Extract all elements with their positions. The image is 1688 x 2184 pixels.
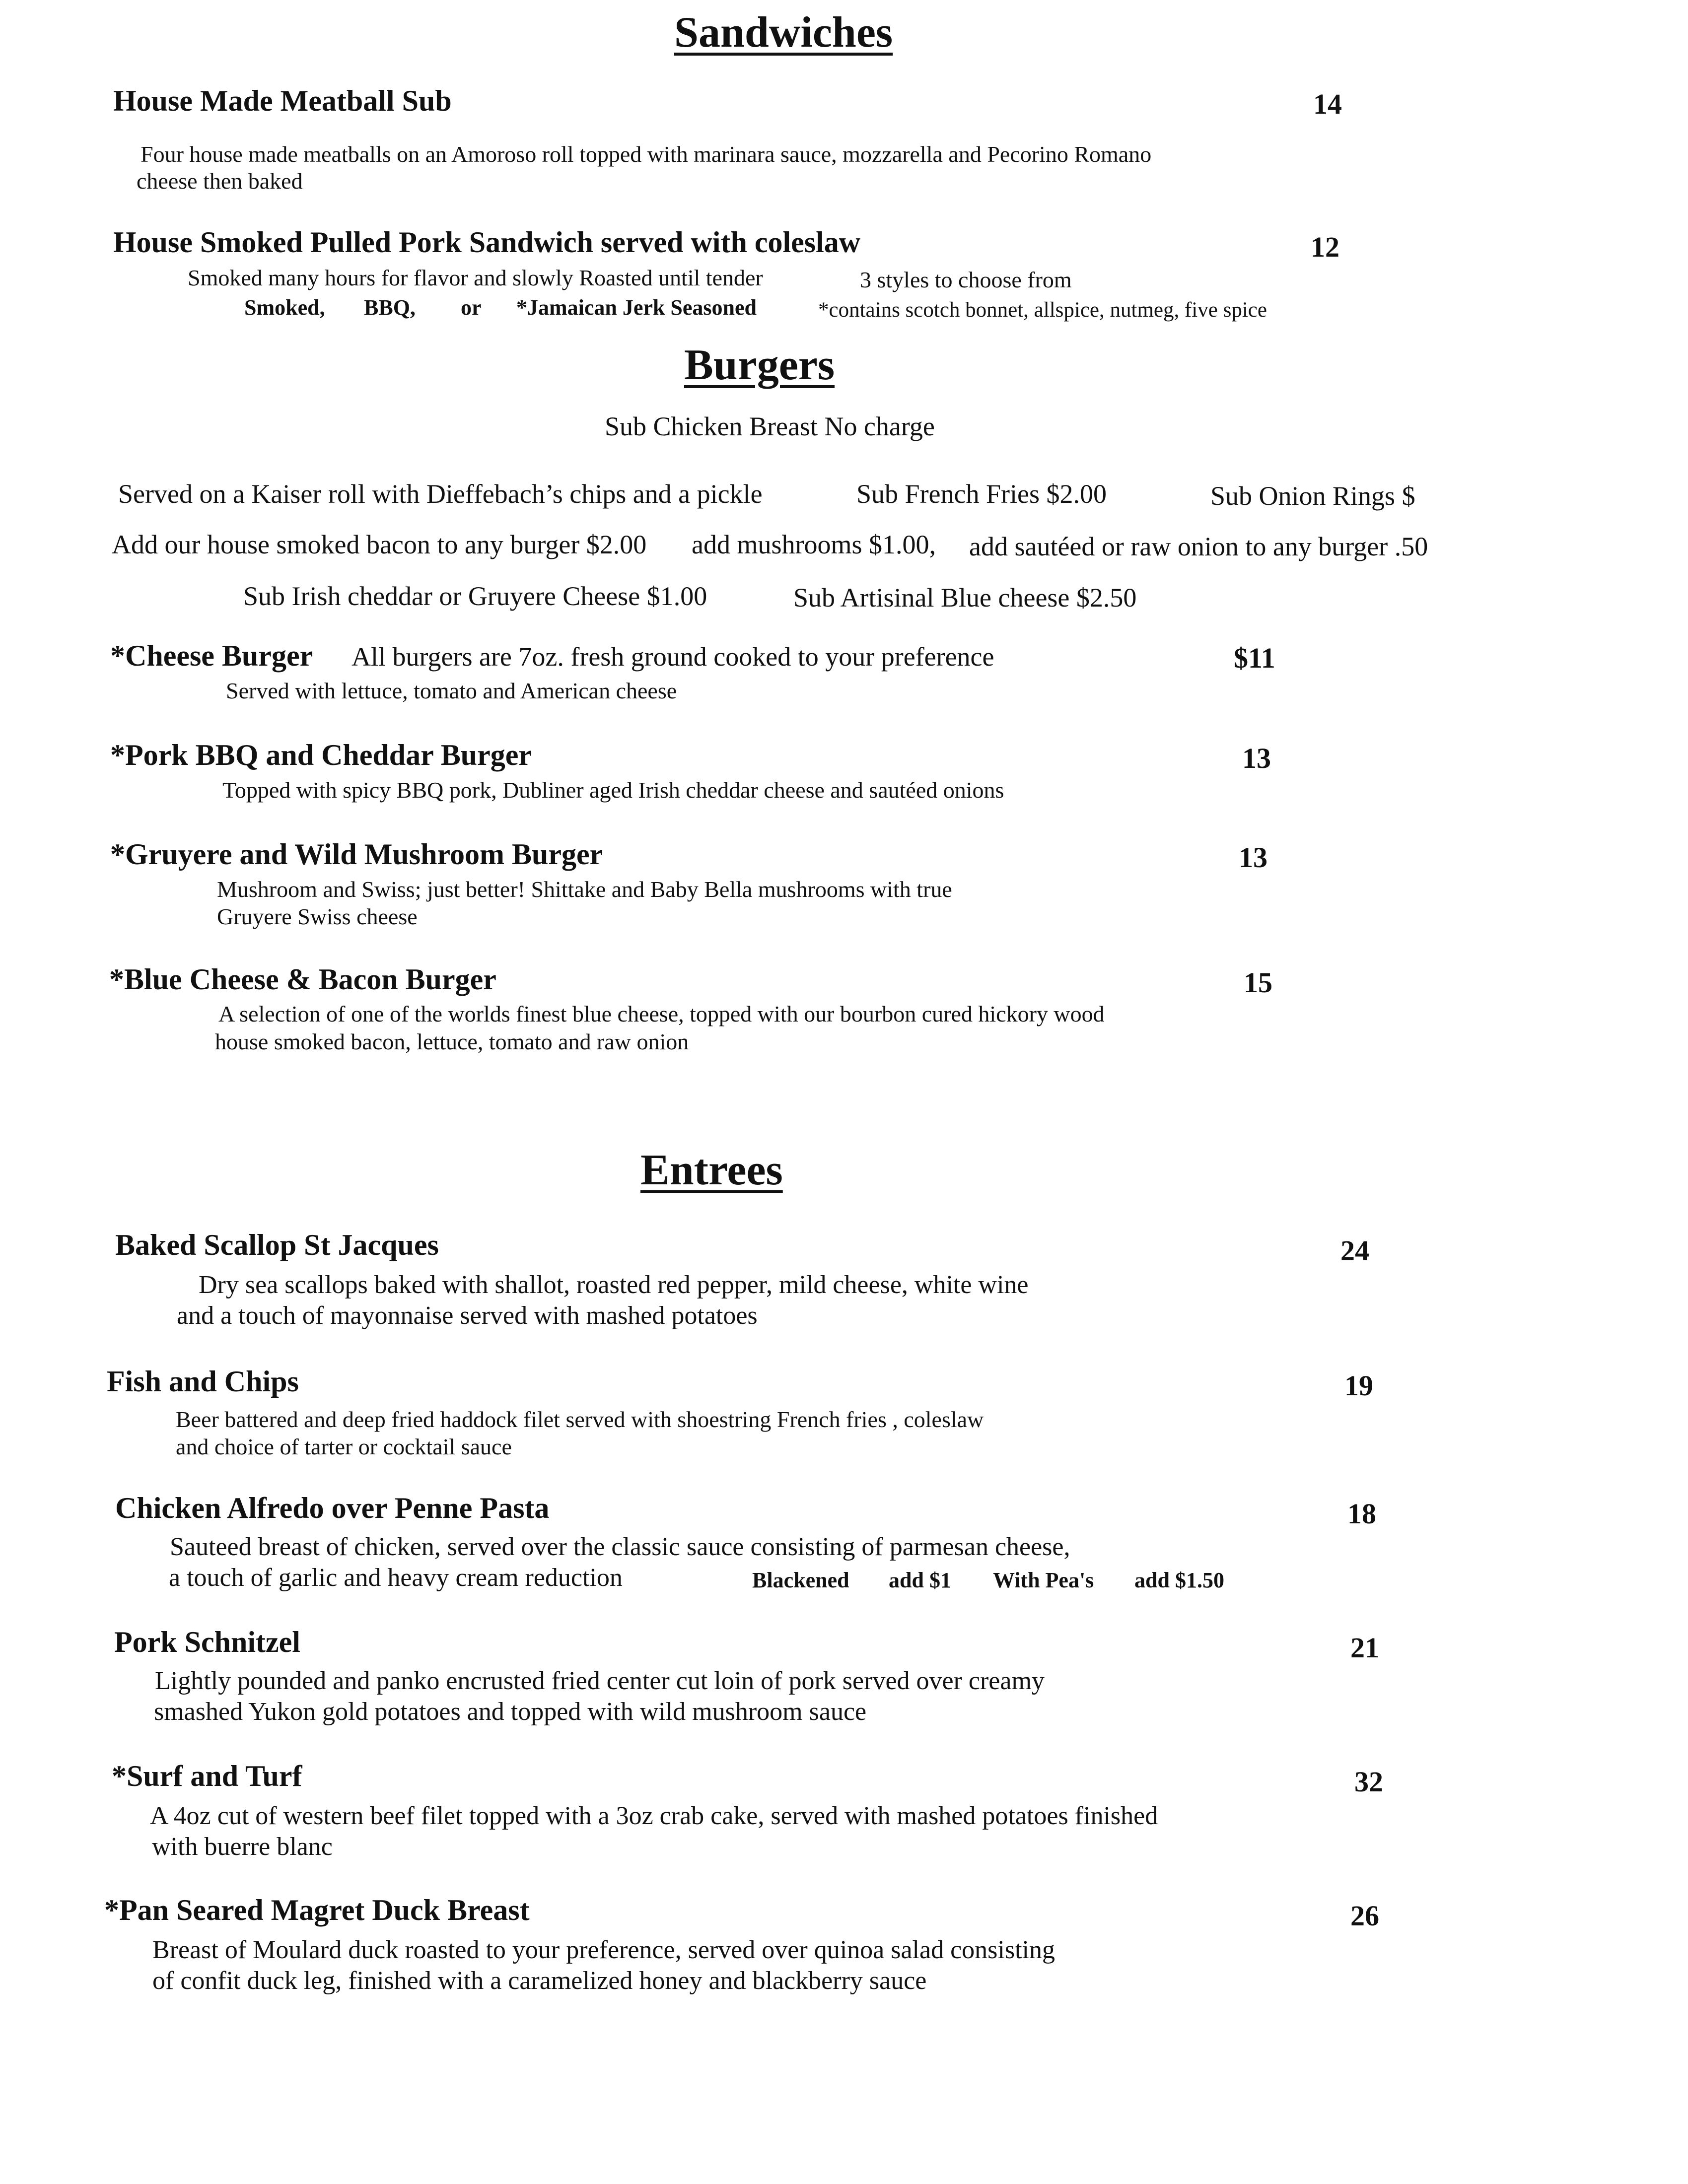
fish-chips-desc-1: Beer battered and deep fried haddock filet served with shoestring French fries , coleslaw bbox=[176, 1407, 984, 1432]
entrees-heading: Entrees bbox=[640, 1146, 783, 1194]
pork-schnitzel-desc-1: Lightly pounded and panko encrusted fried center cut loin of pork served over creamy bbox=[155, 1667, 1045, 1695]
surf-turf-desc-1: A 4oz cut of western beef filet topped with a 3oz crab cake, served with mashed potatoes finished bbox=[150, 1802, 1158, 1830]
sub-chicken-note: Sub Chicken Breast No charge bbox=[605, 411, 935, 441]
served-on-note: Served on a Kaiser roll with Dieffebach’s chips and a pickle bbox=[118, 479, 763, 509]
pulled-pork-desc: Smoked many hours for flavor and slowly Roasted until tender bbox=[188, 265, 763, 290]
burgers-heading: Burgers bbox=[684, 341, 835, 389]
option-peas: With Pea's bbox=[993, 1568, 1094, 1592]
sandwiches-heading: Sandwiches bbox=[674, 8, 893, 57]
pork-schnitzel-desc-2: smashed Yukon gold potatoes and topped with wild mushroom sauce bbox=[154, 1698, 867, 1726]
style-or: or bbox=[461, 295, 482, 320]
surf-turf-desc-2: with buerre blanc bbox=[152, 1833, 333, 1861]
scallop-name: Baked Scallop St Jacques bbox=[115, 1228, 439, 1261]
style-bbq: BBQ, bbox=[364, 295, 416, 320]
blue-cheese-burger-desc-1: A selection of one of the worlds finest blue cheese, topped with our bourbon cured hickory wood bbox=[218, 1001, 1105, 1026]
chicken-alfredo-name: Chicken Alfredo over Penne Pasta bbox=[115, 1492, 550, 1524]
chicken-alfredo-desc-2: a touch of garlic and heavy cream reduction bbox=[169, 1564, 623, 1592]
duck-breast-price: 26 bbox=[1350, 1900, 1379, 1932]
fish-chips-name: Fish and Chips bbox=[107, 1365, 299, 1398]
surf-turf-name: *Surf and Turf bbox=[112, 1760, 302, 1792]
fish-chips-desc-2: and choice of tarter or cocktail sauce bbox=[176, 1434, 512, 1459]
jerk-spice-note: *contains scotch bonnet, allspice, nutmeg, five spice bbox=[818, 298, 1267, 322]
pork-bbq-burger-price: 13 bbox=[1242, 742, 1271, 774]
duck-breast-name: *Pan Seared Magret Duck Breast bbox=[104, 1894, 530, 1926]
pork-bbq-burger-name: *Pork BBQ and Cheddar Burger bbox=[110, 739, 532, 771]
scallop-desc-2: and a touch of mayonnaise served with mashed potatoes bbox=[177, 1301, 758, 1330]
gruyere-burger-desc-2: Gruyere Swiss cheese bbox=[217, 904, 418, 929]
option-peas-price: add $1.50 bbox=[1134, 1568, 1224, 1592]
surf-turf-price: 32 bbox=[1354, 1766, 1383, 1798]
chicken-alfredo-price: 18 bbox=[1347, 1498, 1376, 1530]
meatball-sub-name: House Made Meatball Sub bbox=[113, 84, 452, 117]
meatball-sub-desc-2: cheese then baked bbox=[137, 168, 303, 194]
option-blackened: Blackened bbox=[752, 1568, 849, 1592]
add-onion-note: add sautéed or raw onion to any burger .50 bbox=[969, 532, 1428, 561]
gruyere-burger-name: *Gruyere and Wild Mushroom Burger bbox=[110, 838, 603, 871]
chicken-alfredo-desc-1: Sauteed breast of chicken, served over the classic sauce consisting of parmesan cheese, bbox=[170, 1533, 1070, 1561]
option-blackened-price: add $1 bbox=[889, 1568, 951, 1592]
blue-cheese-burger-desc-2: house smoked bacon, lettuce, tomato and raw onion bbox=[215, 1029, 689, 1054]
duck-breast-desc-1: Breast of Moulard duck roasted to your preference, served over quinoa salad consisting bbox=[152, 1936, 1055, 1964]
sub-onion-rings-note: Sub Onion Rings $ bbox=[1210, 481, 1415, 511]
pulled-pork-styles-intro: 3 styles to choose from bbox=[860, 267, 1072, 292]
pork-schnitzel-price: 21 bbox=[1350, 1632, 1379, 1664]
sub-fries-note: Sub French Fries $2.00 bbox=[856, 479, 1107, 509]
fish-chips-price: 19 bbox=[1344, 1369, 1373, 1402]
pork-bbq-burger-desc: Topped with spicy BBQ pork, Dubliner aged Irish cheddar cheese and sautéed onions bbox=[222, 777, 1004, 803]
burger-size-note: All burgers are 7oz. fresh ground cooked to your preference bbox=[352, 642, 994, 672]
meatball-sub-desc-1: Four house made meatballs on an Amoroso roll topped with marinara sauce, mozzarella and Pecorino Romano bbox=[141, 141, 1152, 167]
sub-blue-note: Sub Artisinal Blue cheese $2.50 bbox=[793, 583, 1137, 613]
gruyere-burger-desc-1: Mushroom and Swiss; just better! Shittake and Baby Bella mushrooms with true bbox=[217, 877, 952, 902]
meatball-sub-price: 14 bbox=[1313, 88, 1342, 120]
duck-breast-desc-2: of confit duck leg, finished with a caramelized honey and blackberry sauce bbox=[152, 1967, 927, 1995]
blue-cheese-burger-name: *Blue Cheese & Bacon Burger bbox=[109, 963, 496, 996]
gruyere-burger-price: 13 bbox=[1239, 841, 1267, 874]
scallop-price: 24 bbox=[1340, 1234, 1369, 1267]
pulled-pork-price: 12 bbox=[1311, 231, 1339, 263]
style-jamaican-jerk: *Jamaican Jerk Seasoned bbox=[516, 295, 757, 320]
pulled-pork-name: House Smoked Pulled Pork Sandwich served with coleslaw bbox=[113, 226, 861, 259]
add-bacon-note: Add our house smoked bacon to any burger $2.00 bbox=[112, 530, 647, 559]
cheese-burger-desc: Served with lettuce, tomato and American cheese bbox=[226, 678, 677, 703]
cheese-burger-price: $11 bbox=[1234, 642, 1275, 674]
add-mushrooms-note: add mushrooms $1.00, bbox=[692, 530, 936, 559]
blue-cheese-burger-price: 15 bbox=[1244, 966, 1272, 999]
cheese-burger-name: *Cheese Burger bbox=[110, 639, 313, 672]
pork-schnitzel-name: Pork Schnitzel bbox=[114, 1626, 300, 1658]
scallop-desc-1: Dry sea scallops baked with shallot, roasted red pepper, mild cheese, white wine bbox=[199, 1271, 1029, 1299]
sub-cheddar-note: Sub Irish cheddar or Gruyere Cheese $1.00 bbox=[243, 581, 707, 611]
style-smoked: Smoked, bbox=[244, 295, 325, 320]
